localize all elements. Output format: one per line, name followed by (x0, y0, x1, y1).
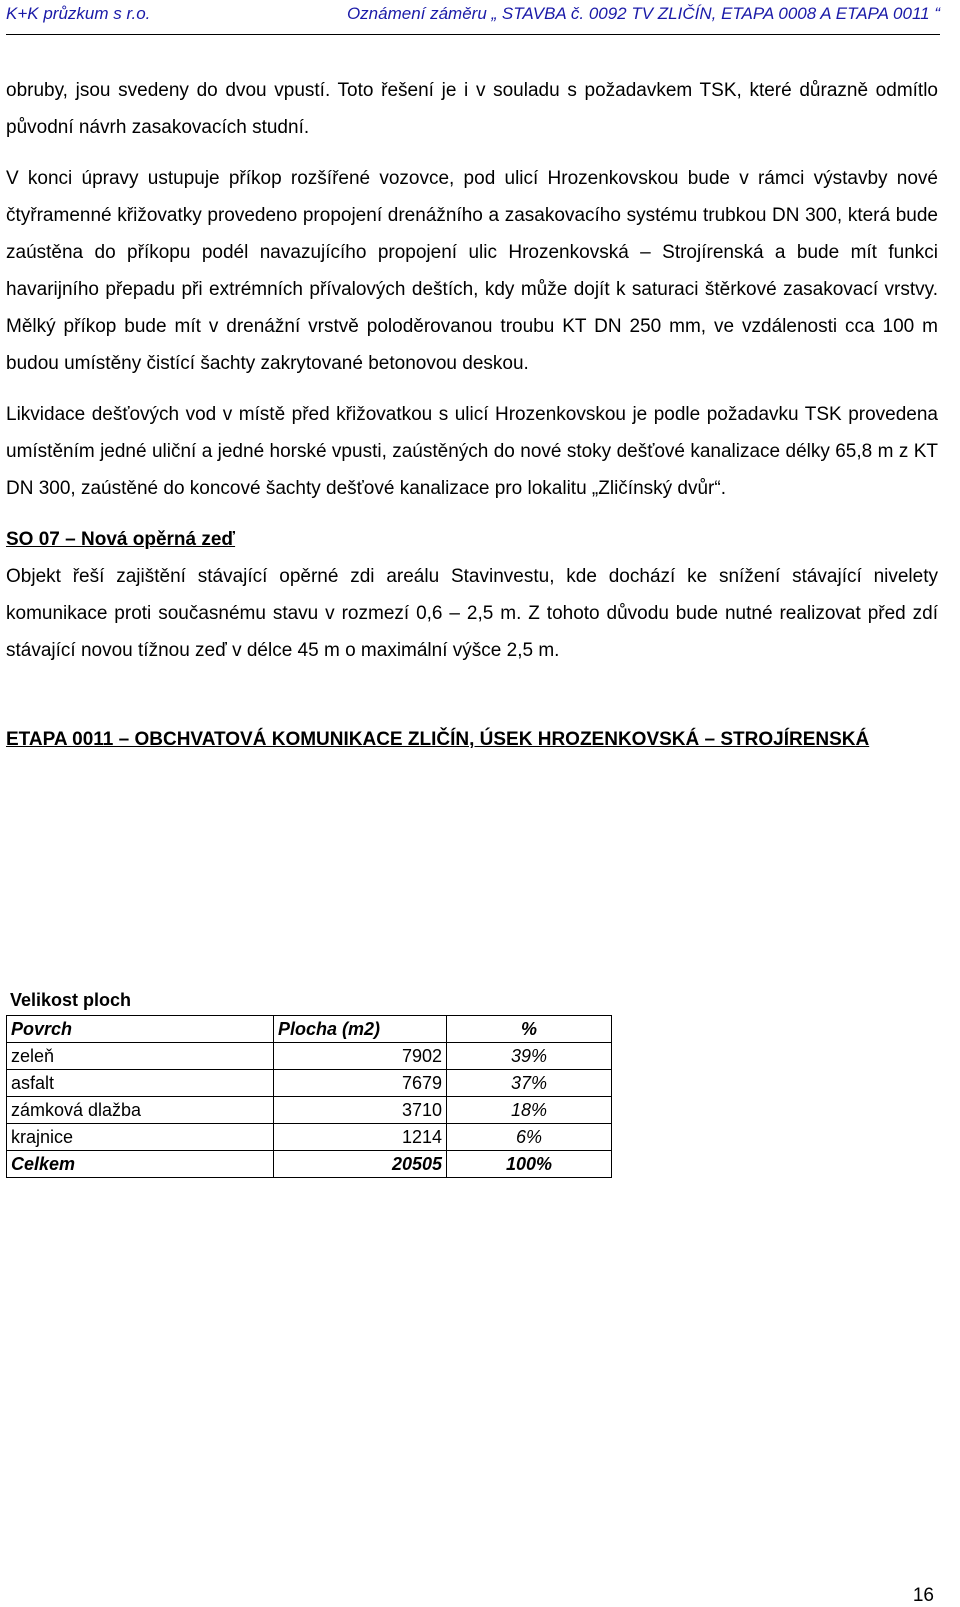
page-number: 16 (912, 1585, 934, 1606)
page-header (6, 0, 940, 35)
paragraph-ditch-connection: V konci úpravy ustupuje příkop rozšířené vozovce, pod ulicí Hrozenkovskou bude v rámci výstavby nové čtyřramenné křižovatky provedeno propojení drenážního a zasakovacího systému trubkou DN 300, která bude zaústěna do příkopu podél navazujícího propojení ulic Hrozenkovská – Strojírenská a bude mít funkci havarijního přepadu při extrémních přívalových deštích, kdy může dojít k saturaci štěrkové zasakovací vrstvy. Mělký příkop bude mít v drenážní vrstvě poloděrovanou troubu KT DN 250 mm, ve vzdálenosti cca 100 m budou umístěny čistící šachty zakrytované betonovou deskou. (6, 168, 938, 374)
area-table-block (6, 990, 612, 1178)
cell-percent: 6% (447, 1124, 612, 1151)
header-document-title: Oznámení záměru „ STAVBA č. 0092 TV ZLIČÍN, ETAPA 0008 A ETAPA 0011 “ (346, 4, 940, 23)
paragraph-drainage-inlets: obruby, jsou svedeny do dvou vpustí. Toto řešení je i v souladu s požadavkem TSK, které důrazně odmítlo původní návrh zasakovacích studní. (6, 80, 938, 138)
section-heading-etapa-0011: ETAPA 0011 – OBCHVATOVÁ KOMUNIKACE ZLIČÍN, ÚSEK HROZENKOVSKÁ – STROJÍRENSKÁ (6, 729, 870, 750)
cell-area: 7902 (274, 1043, 447, 1070)
cell-percent: 18% (447, 1097, 612, 1124)
cell-area: 3710 (274, 1097, 447, 1124)
header-cell-area: Plocha (m2) (274, 1016, 447, 1043)
cell-area: 1214 (274, 1124, 447, 1151)
paragraph-retaining-wall: Objekt řeší zajištění stávající opěrné zdi areálu Stavinvestu, kde dochází ke snížení stávající nivelety komunikace proti současnému stavu v rozmezí 0,6 – 2,5 m. Z tohoto důvodu bude nutné realizovat před zdí stávající novou tížnou zeď v délce 45 m o maximální výšce 2,5 m. (6, 566, 938, 661)
total-area: 20505 (274, 1151, 447, 1178)
table-row (7, 1070, 612, 1097)
cell-surface: krajnice (7, 1124, 274, 1151)
page-content (6, 72, 938, 758)
table-row (7, 1097, 612, 1124)
header-company: K+K průzkum s r.o. (6, 4, 151, 23)
cell-surface: zeleň (7, 1043, 274, 1070)
table-row (7, 1124, 612, 1151)
header-cell-surface: Povrch (7, 1016, 274, 1043)
table-total-row (7, 1151, 612, 1178)
table-row (7, 1043, 612, 1070)
cell-percent: 37% (447, 1070, 612, 1097)
table-header-row (7, 1016, 612, 1043)
total-label: Celkem (7, 1151, 274, 1178)
section-heading-so07: SO 07 – Nová opěrná zeď (6, 529, 236, 550)
cell-area: 7679 (274, 1070, 447, 1097)
area-table (6, 1015, 612, 1178)
cell-surface: zámková dlažba (7, 1097, 274, 1124)
paragraph-rainwater-disposal: Likvidace dešťových vod v místě před křižovatkou s ulicí Hrozenkovskou je podle požadavku TSK provedena umístěním jedné uliční a jedné horské vpusti, zaústěných do nové stoky dešťové kanalizace délky 65,8 m z KT DN 300, zaústěné do koncové šachty dešťové kanalizace pro lokalitu „Zličínský dvůr“. (6, 404, 938, 499)
total-percent: 100% (447, 1151, 612, 1178)
area-table-title: Velikost ploch (10, 990, 132, 1010)
header-cell-percent: % (447, 1016, 612, 1043)
cell-percent: 39% (447, 1043, 612, 1070)
cell-surface: asfalt (7, 1070, 274, 1097)
